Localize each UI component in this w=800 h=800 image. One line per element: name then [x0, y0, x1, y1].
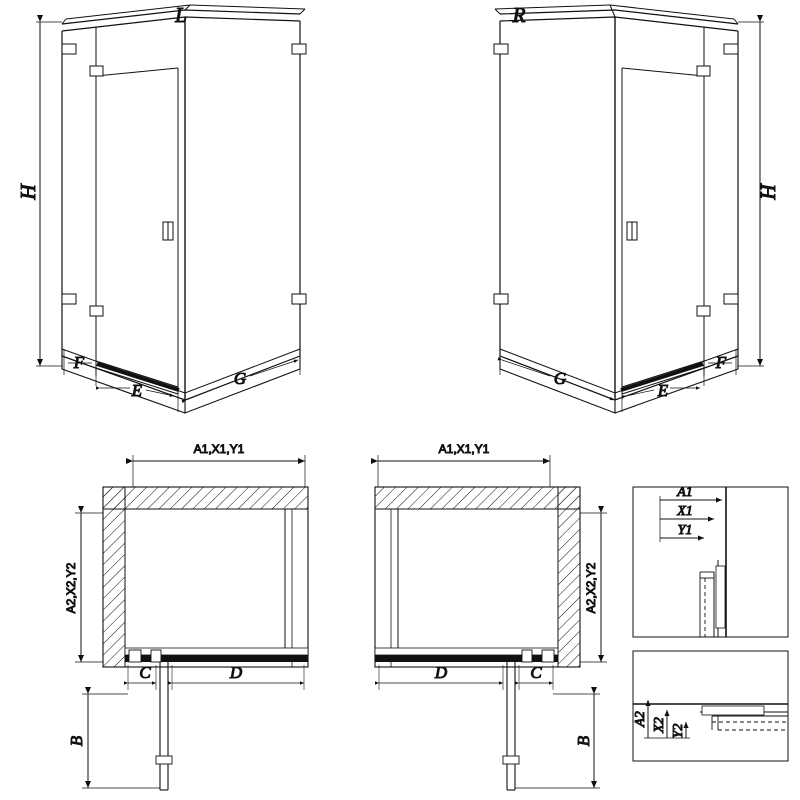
label-e-left: E	[131, 380, 143, 400]
label-h-right: H	[755, 184, 780, 200]
label-b-right: B	[573, 735, 593, 747]
label-detail-y1: Y1	[677, 523, 693, 539]
label-f-left: F	[73, 352, 85, 372]
plan-right-view	[375, 442, 607, 790]
iso-right-view	[494, 3, 780, 413]
label-hand-right: R	[512, 2, 526, 27]
label-f-right: F	[715, 352, 727, 372]
label-e-right: E	[657, 380, 669, 400]
label-detail-x1: X1	[677, 504, 693, 520]
label-c-left: C	[139, 662, 151, 682]
label-plan-left-top: A1,X1,Y1	[193, 442, 245, 457]
detail-top-view	[633, 485, 788, 637]
label-c-right: C	[530, 662, 542, 682]
label-g-left: G	[233, 368, 247, 388]
label-d-right: D	[434, 662, 448, 682]
label-plan-right-top: A1,X1,Y1	[438, 442, 490, 457]
label-g-right: G	[553, 368, 567, 388]
plan-left-view	[64, 442, 308, 790]
detail-bottom-view	[633, 651, 788, 761]
label-detail-a2: A2	[633, 711, 649, 727]
label-detail-a1: A1	[677, 485, 693, 501]
label-h-left: H	[15, 184, 40, 200]
label-b-left: B	[66, 735, 86, 747]
label-plan-left-side: A2,X2,Y2	[64, 562, 79, 614]
label-d-left: D	[229, 662, 243, 682]
label-detail-x2: X2	[652, 717, 668, 733]
label-hand-left: L	[175, 2, 187, 27]
iso-left-view	[16, 3, 306, 413]
label-detail-y2: Y2	[671, 723, 687, 739]
label-plan-right-side: A2,X2,Y2	[584, 562, 599, 614]
